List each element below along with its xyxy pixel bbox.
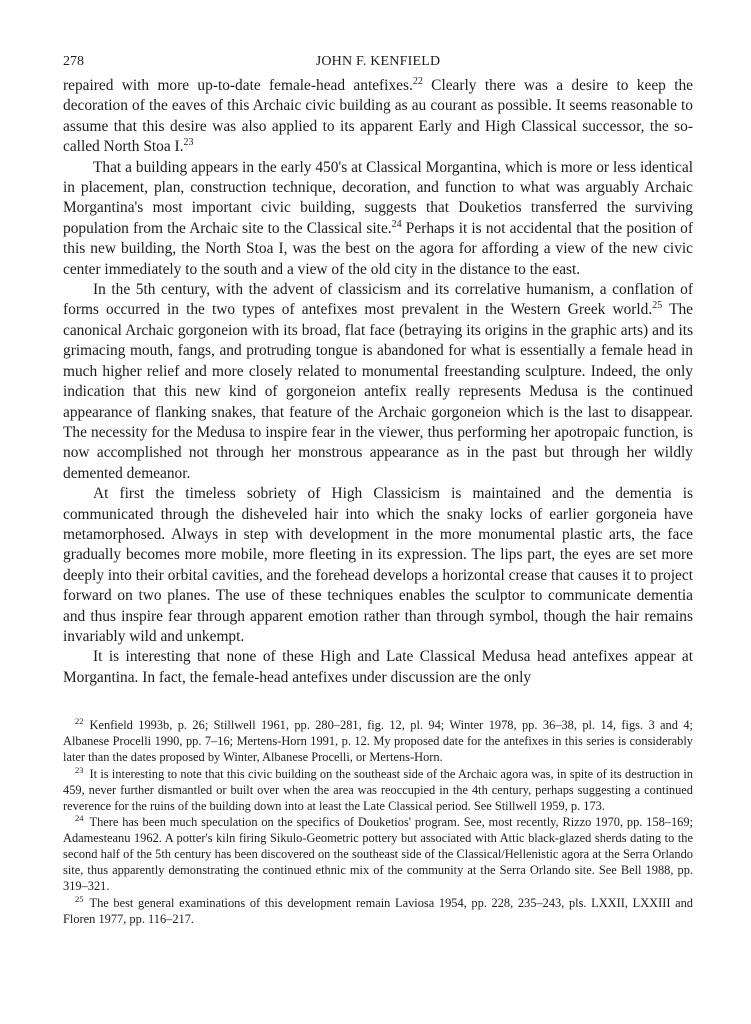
paragraph — [63, 484, 693, 647]
text-run: Clearly there was a desire to keep the decoration of the eaves of this Archaic civic building as au courant as possible. It seems reasonable to assume that this desire was also applied to its apparent Early and High Classical successor, the so-called North Stoa I. — [63, 77, 693, 156]
footnote-ref: 25 — [652, 300, 663, 312]
paragraph — [63, 76, 693, 158]
page-header — [63, 54, 693, 76]
footnote-text: Kenfield 1993b, p. 26; Stillwell 1961, pp. 280–281, fig. 12, pl. 94; Winter 1978, pp. 36–38, pl. 14, figs. 3 and 4; Albanese Procelli 1990, pp. 7–16; Mertens-Horn 1991, p. 12. My proposed date for the antefixes in this series is considerably later than the dates proposed by Winter, Albanese Procelli, or Mertens-Horn. — [63, 718, 693, 764]
body-text — [63, 76, 693, 688]
footnote-number: 23 — [75, 764, 84, 775]
text-run: That a building appears in the early 450's at Classical Morgantina, which is more or less identical in placement, plan, construction technique, decoration, and function to what was arguably Archaic Morgantina's most important civic building, suggests that Douketios transferred the surviving population from the Archaic site to the Classical site. — [63, 158, 693, 237]
footnote-ref: 23 — [183, 137, 194, 149]
footnote-text: The best general examinations of this development remain Laviosa 1954, pp. 228, 235–243, pls. LXXII, LXXIII and Floren 1977, pp. 116–217. — [63, 895, 693, 926]
page-number: 278 — [63, 54, 84, 69]
paragraph — [63, 647, 693, 688]
text-run: At first the timeless sobriety of High Classicism is maintained and the dementia is communicated through the disheveled hair into which the snaky locks of earlier gorgoneia have metamorphosed. Always in step with development in the more monumental plastic arts, the face gradually becomes more mobile, more fleeting in its expression. The lips part, the eyes are set more deeply into their orbital cavities, and the forehead develops a horizontal crease that causes it to project forward on two planes. The use of these techniques enables the sculptor to communicate dementia and thus inspire fear through apparent emotion rather than through symbol, though the hair remains invariably wild and unkempt. — [63, 485, 693, 645]
text-run: Perhaps it is not accidental that the position of this new building, the North Stoa I, was the best on the agora for affording a view of the new civic center immediately to the south and a view of the old city in the distance to the east. — [63, 219, 693, 278]
page — [63, 54, 694, 926]
text-run: repaired with more up-to-date female-head antefixes. — [63, 77, 413, 94]
text-run: In the 5th century, with the advent of classicism and its correlative humanism, a conflation of forms occurred in the two types of antefixes most prevalent in the Western Greek world. — [63, 281, 693, 319]
footnotes — [63, 715, 693, 929]
footnote-number: 24 — [75, 813, 84, 824]
running-head: JOHN F. KENFIELD — [315, 54, 441, 69]
text-run: The canonical Archaic gorgoneion with its broad, flat face (betraying its origins in the graphic arts) and its grimacing mouth, fangs, and protruding tongue is abandoned for what is essentially a female head in much higher relief and more closely related to monumental freestanding sculpture. Indeed, the only indication that this new kind of gorgoneion antefix really represents Medusa is the continued appearance of flanking snakes, that feature of the Archaic gorgoneion which is the last to disappear. The necessity for the Medusa to inspire fear in the viewer, thus performing her apotropaic function, is now accomplished not through her monstrous appearance as in the past but through her wildly demented demeanor. — [63, 301, 694, 482]
footnote-number: 25 — [75, 893, 84, 904]
footnote — [63, 893, 693, 928]
footnote-text: It is interesting to note that this civic building on the southeast side of the Archaic agora was, in spite of its destruction in 459, never further dismantled or built over when the area was reoccupied in the 4th century, perhaps suggesting a continued reverence for the ruins of the building down into at least the Late Classical period. See Stillwell 1959, p. 173. — [63, 766, 693, 813]
footnote-ref: 24 — [391, 218, 402, 230]
text-run: It is interesting that none of these High and Late Classical Medusa head antefixes appear at Morgantina. In fact, the female-head antefixes under discussion are the only — [63, 648, 693, 686]
footnote — [63, 815, 693, 895]
paragraph — [63, 158, 693, 280]
footnote-ref: 22 — [412, 75, 423, 87]
footnote — [63, 764, 693, 815]
footnote — [63, 715, 693, 766]
paragraph — [63, 280, 693, 484]
footnote-number: 22 — [75, 715, 84, 726]
footnote-text: There has been much speculation on the specifics of Douketios' program. See, most recently, Rizzo 1970, pp. 158–169; Adamesteanu 1962. A potter's kiln firing Sikulo-Geometric pottery but associated with Attic black-glazed sherds dating to the second half of the 5th century has been discovered on the southeast side of the Classical/Hellenistic agora at the Serra Orlando site, thus apparently demonstrating the continued ethnic mix of the community at the Serra Orlando site. See Bell 1988, pp. 319–321. — [63, 815, 693, 894]
